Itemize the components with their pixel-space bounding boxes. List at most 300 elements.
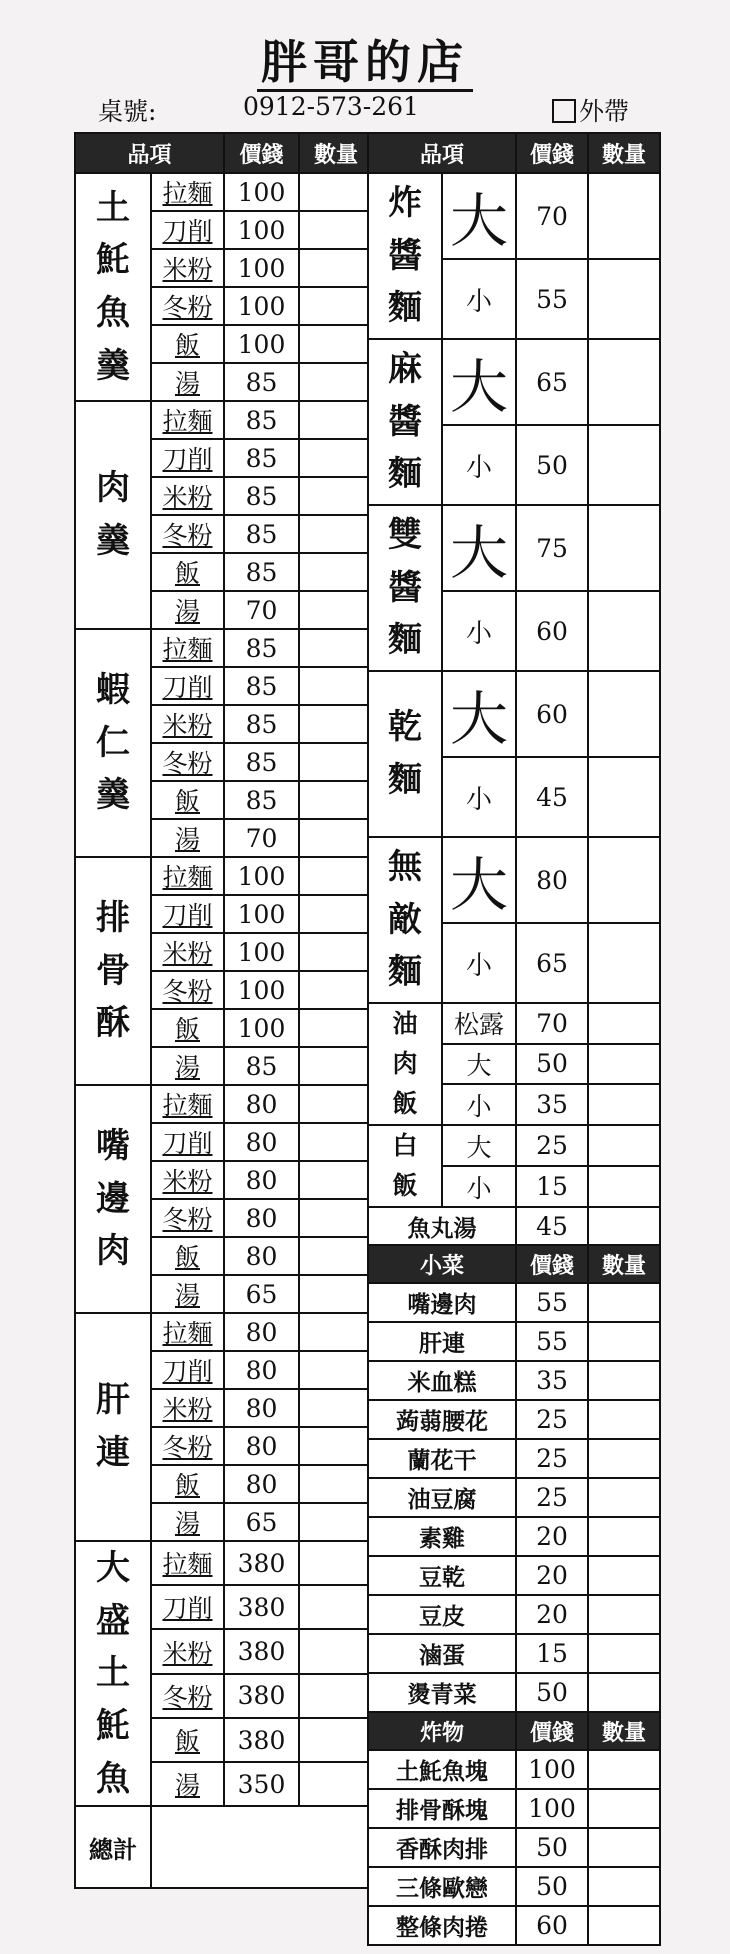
price-cell: 50: [516, 425, 588, 505]
quantity-cell[interactable]: [299, 1541, 373, 1585]
quantity-cell[interactable]: [588, 1044, 660, 1085]
quantity-cell[interactable]: [299, 743, 373, 781]
noodle-option: 拉麵: [151, 173, 224, 211]
price-cell: 55: [516, 1322, 588, 1361]
price-cell: 85: [224, 515, 299, 553]
quantity-cell[interactable]: [299, 1237, 373, 1275]
size-cell: 小: [442, 923, 516, 1003]
table-row: [368, 837, 660, 923]
side-dish-item-name: 油豆腐: [368, 1478, 516, 1517]
size-cell: 松露: [442, 1003, 516, 1044]
size-cell: 大: [442, 339, 516, 425]
price-cell: 65: [516, 339, 588, 425]
table-row: [368, 1906, 660, 1945]
quantity-cell[interactable]: [299, 781, 373, 819]
quantity-cell[interactable]: [299, 1718, 373, 1762]
noodle-option: 拉麵: [151, 857, 224, 895]
price-cell: 80: [224, 1237, 299, 1275]
price-cell: 85: [224, 667, 299, 705]
size-cell: 小: [442, 259, 516, 339]
header-item: 品項: [75, 133, 224, 173]
size-cell: 大: [442, 1044, 516, 1085]
table-row: [368, 505, 660, 591]
price-cell: 100: [224, 173, 299, 211]
price-cell: 85: [224, 363, 299, 401]
total-amount-cell[interactable]: [151, 1806, 373, 1888]
quantity-cell[interactable]: [299, 857, 373, 895]
quantity-cell[interactable]: [588, 1478, 660, 1517]
table-row: [368, 1789, 660, 1828]
noodle-option: 冬粉: [151, 1199, 224, 1237]
side-dish-item-name: 滷蛋: [368, 1634, 516, 1673]
noodle-option: 冬粉: [151, 1427, 224, 1465]
quantity-cell[interactable]: [588, 1084, 660, 1125]
noodle-option: 湯: [151, 363, 224, 401]
fried-dish-item-name: 香酥肉排: [368, 1828, 516, 1867]
table-row: [368, 173, 660, 259]
price-cell: 80: [224, 1351, 299, 1389]
table-row: [368, 1478, 660, 1517]
quantity-cell[interactable]: [588, 757, 660, 837]
header-qty: 數量: [588, 133, 660, 173]
price-cell: 80: [224, 1427, 299, 1465]
dish-group-name: [75, 857, 151, 1085]
table-row: [368, 1283, 660, 1322]
noodle-option: 拉麵: [151, 1313, 224, 1351]
price-cell: 70: [516, 1003, 588, 1044]
price-cell: 100: [224, 1009, 299, 1047]
table-row: [368, 1207, 660, 1245]
size-cell: 小: [442, 591, 516, 671]
price-cell: 100: [224, 211, 299, 249]
quantity-cell[interactable]: [299, 1762, 373, 1806]
quantity-cell[interactable]: [299, 1047, 373, 1085]
noodle-option: 冬粉: [151, 743, 224, 781]
quantity-cell[interactable]: [299, 1085, 373, 1123]
price-cell: 65: [224, 1503, 299, 1541]
dish-group-label: 嘴邊肉: [96, 1125, 130, 1272]
rice-name-label: 油肉飯: [392, 1009, 418, 1118]
table-row: [75, 629, 373, 667]
noodle-name: [368, 173, 442, 339]
size-cell: 大: [442, 671, 516, 757]
table-row: [368, 1750, 660, 1789]
noodle-option: 米粉: [151, 705, 224, 743]
noodle-option: 刀削: [151, 895, 224, 933]
noodle-option: 飯: [151, 781, 224, 819]
soup-name: 魚丸湯: [368, 1207, 516, 1245]
noodle-name: [368, 837, 442, 1003]
quantity-cell[interactable]: [299, 1161, 373, 1199]
rice-name: [368, 1125, 442, 1207]
total-row: [75, 1806, 373, 1888]
takeout-checkbox[interactable]: [552, 99, 576, 123]
quantity-cell[interactable]: [299, 1009, 373, 1047]
price-cell: 85: [224, 439, 299, 477]
dish-group-label: 肉羹: [96, 468, 130, 561]
price-cell: 80: [224, 1313, 299, 1351]
price-cell: 100: [224, 857, 299, 895]
noodle-option: 冬粉: [151, 515, 224, 553]
quantity-cell[interactable]: [299, 1427, 373, 1465]
quantity-cell[interactable]: [588, 671, 660, 757]
side-dish-item-name: 嘴邊肉: [368, 1283, 516, 1322]
quantity-cell[interactable]: [588, 837, 660, 923]
fried-dish-header-price: 價錢: [516, 1712, 588, 1750]
phone-number: 0912-573-261: [243, 92, 419, 121]
noodle-option: 拉麵: [151, 629, 224, 667]
price-cell: 50: [516, 1673, 588, 1712]
price-cell: 25: [516, 1125, 588, 1166]
noodle-option: 湯: [151, 819, 224, 857]
table-row: [75, 1085, 373, 1123]
fried-dish-item-name: 整條肉捲: [368, 1906, 516, 1945]
price-cell: 20: [516, 1595, 588, 1634]
table-row: [368, 1867, 660, 1906]
quantity-cell[interactable]: [299, 211, 373, 249]
price-cell: 20: [516, 1517, 588, 1556]
noodle-name: [368, 505, 442, 671]
side-dish-item-name: 米血糕: [368, 1361, 516, 1400]
price-cell: 100: [224, 325, 299, 363]
noodle-option: 湯: [151, 591, 224, 629]
dish-group-label: 肝連: [96, 1380, 130, 1473]
fried-dish-item-name: 排骨酥塊: [368, 1789, 516, 1828]
main-dish-table: [74, 132, 374, 1889]
side-dish-item-name: 豆乾: [368, 1556, 516, 1595]
quantity-cell[interactable]: [588, 1207, 660, 1245]
quantity-cell[interactable]: [588, 1867, 660, 1906]
price-cell: 380: [224, 1541, 299, 1585]
quantity-cell[interactable]: [299, 553, 373, 591]
dish-group-label: 蝦仁羹: [96, 669, 130, 816]
table-row: [368, 1556, 660, 1595]
price-cell: 100: [224, 933, 299, 971]
noodle-option: 飯: [151, 553, 224, 591]
table-row: [368, 1125, 660, 1166]
noodle-side-table: [367, 132, 661, 1946]
noodle-option: 飯: [151, 1718, 224, 1762]
price-cell: 100: [224, 287, 299, 325]
noodle-option: 刀削: [151, 211, 224, 249]
price-cell: 15: [516, 1166, 588, 1207]
price-cell: 80: [224, 1389, 299, 1427]
quantity-cell[interactable]: [299, 1503, 373, 1541]
price-cell: 65: [224, 1275, 299, 1313]
quantity-cell[interactable]: [588, 425, 660, 505]
left-header-row: [75, 133, 373, 173]
fried-dish-item-name: 三條歐戀: [368, 1867, 516, 1906]
quantity-cell[interactable]: [299, 705, 373, 743]
noodle-option: 冬粉: [151, 971, 224, 1009]
quantity-cell[interactable]: [588, 1634, 660, 1673]
price-cell: 35: [516, 1084, 588, 1125]
table-row: [368, 1322, 660, 1361]
noodle-option: 刀削: [151, 667, 224, 705]
noodle-option: 米粉: [151, 1629, 224, 1673]
quantity-cell[interactable]: [299, 1123, 373, 1161]
side-dish-item-name: 肝連: [368, 1322, 516, 1361]
quantity-cell[interactable]: [588, 259, 660, 339]
quantity-cell[interactable]: [299, 591, 373, 629]
size-cell: 小: [442, 757, 516, 837]
header-item: 品項: [368, 133, 516, 173]
noodle-option: 米粉: [151, 477, 224, 515]
side-dish-header-price: 價錢: [516, 1245, 588, 1283]
price-cell: 20: [516, 1556, 588, 1595]
dish-group-label: 排骨酥: [96, 897, 130, 1044]
quantity-cell[interactable]: [588, 1125, 660, 1166]
price-cell: 85: [224, 553, 299, 591]
noodle-option: 冬粉: [151, 287, 224, 325]
table-number-label: 桌號:: [98, 97, 157, 126]
quantity-cell[interactable]: [588, 1556, 660, 1595]
noodle-name: [368, 671, 442, 837]
price-cell: 65: [516, 923, 588, 1003]
price-cell: 100: [516, 1750, 588, 1789]
price-cell: 70: [224, 591, 299, 629]
price-cell: 70: [224, 819, 299, 857]
price-cell: 85: [224, 401, 299, 439]
table-row: [75, 857, 373, 895]
price-cell: 80: [224, 1465, 299, 1503]
dish-group-label: 大盛土魠魚: [96, 1548, 130, 1799]
price-cell: 50: [516, 1828, 588, 1867]
quantity-cell[interactable]: [299, 325, 373, 363]
noodle-option: 飯: [151, 325, 224, 363]
price-cell: 25: [516, 1478, 588, 1517]
quantity-cell[interactable]: [588, 1906, 660, 1945]
table-row: [368, 1673, 660, 1712]
right-header-row: [368, 133, 660, 173]
fried-dish-header-row: [368, 1712, 660, 1750]
size-cell: 小: [442, 1166, 516, 1207]
table-row: [75, 401, 373, 439]
price-cell: 55: [516, 1283, 588, 1322]
size-cell: 小: [442, 425, 516, 505]
header-price: 價錢: [224, 133, 299, 173]
price-cell: 70: [516, 173, 588, 259]
price-cell: 80: [224, 1161, 299, 1199]
quantity-cell[interactable]: [588, 1166, 660, 1207]
price-cell: 85: [224, 477, 299, 515]
price-cell: 80: [224, 1123, 299, 1161]
quantity-cell[interactable]: [299, 1275, 373, 1313]
price-cell: 50: [516, 1044, 588, 1085]
size-cell: 大: [442, 505, 516, 591]
quantity-cell[interactable]: [588, 1361, 660, 1400]
noodle-option: 刀削: [151, 439, 224, 477]
fried-dish-header-item: 炸物: [368, 1712, 516, 1750]
quantity-cell[interactable]: [588, 505, 660, 591]
dish-group-name: [75, 401, 151, 629]
quantity-cell[interactable]: [299, 515, 373, 553]
quantity-cell[interactable]: [299, 439, 373, 477]
price-cell: 380: [224, 1674, 299, 1718]
quantity-cell[interactable]: [299, 895, 373, 933]
price-cell: 60: [516, 671, 588, 757]
noodle-option: 米粉: [151, 1161, 224, 1199]
quantity-cell[interactable]: [588, 1400, 660, 1439]
quantity-cell[interactable]: [588, 173, 660, 259]
table-row: [368, 1595, 660, 1634]
noodle-option: 米粉: [151, 933, 224, 971]
quantity-cell[interactable]: [299, 287, 373, 325]
quantity-cell[interactable]: [588, 1673, 660, 1712]
price-cell: 85: [224, 705, 299, 743]
price-cell: 380: [224, 1629, 299, 1673]
price-cell: 350: [224, 1762, 299, 1806]
table-row: [368, 339, 660, 425]
quantity-cell[interactable]: [299, 971, 373, 1009]
price-cell: 45: [516, 757, 588, 837]
table-row: [368, 1517, 660, 1556]
size-cell: 大: [442, 1125, 516, 1166]
noodle-option: 米粉: [151, 1389, 224, 1427]
total-label: 總計: [75, 1806, 151, 1888]
fried-dish-header-qty: 數量: [588, 1712, 660, 1750]
dish-group-name: [75, 1541, 151, 1806]
price-cell: 85: [224, 743, 299, 781]
price-cell: 15: [516, 1634, 588, 1673]
noodle-option: 拉麵: [151, 1541, 224, 1585]
price-cell: 380: [224, 1718, 299, 1762]
price-cell: 80: [516, 837, 588, 923]
side-dish-item-name: 蒟蒻腰花: [368, 1400, 516, 1439]
side-dish-header-row: [368, 1245, 660, 1283]
dish-group-label: 土魠魚羹: [96, 187, 130, 386]
table-row: [368, 1828, 660, 1867]
side-dish-item-name: 豆皮: [368, 1595, 516, 1634]
side-dish-item-name: 蘭花干: [368, 1439, 516, 1478]
noodle-option: 飯: [151, 1237, 224, 1275]
noodle-name-label: 麻醬麵: [388, 348, 422, 495]
price-cell: 100: [224, 971, 299, 1009]
quantity-cell[interactable]: [299, 1389, 373, 1427]
noodle-name-label: 雙醬麵: [388, 514, 422, 661]
takeout-option[interactable]: [552, 92, 629, 128]
noodle-option: 湯: [151, 1762, 224, 1806]
price-cell: 60: [516, 591, 588, 671]
price-cell: 380: [224, 1585, 299, 1629]
quantity-cell[interactable]: [588, 1789, 660, 1828]
quantity-cell[interactable]: [299, 1629, 373, 1673]
table-row: [75, 173, 373, 211]
table-row: [368, 671, 660, 757]
quantity-cell[interactable]: [299, 401, 373, 439]
price-cell: 100: [224, 249, 299, 287]
price-cell: 25: [516, 1439, 588, 1478]
quantity-cell[interactable]: [588, 1322, 660, 1361]
noodle-option: 米粉: [151, 249, 224, 287]
table-row: [368, 1439, 660, 1478]
noodle-option: 湯: [151, 1275, 224, 1313]
quantity-cell[interactable]: [299, 173, 373, 211]
table-row: [368, 1400, 660, 1439]
price-cell: 45: [516, 1207, 588, 1245]
quantity-cell[interactable]: [588, 1595, 660, 1634]
price-cell: 100: [516, 1789, 588, 1828]
size-cell: 小: [442, 1084, 516, 1125]
price-cell: 85: [224, 781, 299, 819]
price-cell: 55: [516, 259, 588, 339]
size-cell: 大: [442, 173, 516, 259]
noodle-option: 刀削: [151, 1351, 224, 1389]
table-row: [368, 1361, 660, 1400]
noodle-name: [368, 339, 442, 505]
quantity-cell[interactable]: [588, 1439, 660, 1478]
table-row: [75, 1541, 373, 1585]
quantity-cell[interactable]: [588, 1750, 660, 1789]
side-dish-item-name: 素雞: [368, 1517, 516, 1556]
noodle-option: 湯: [151, 1047, 224, 1085]
quantity-cell[interactable]: [299, 933, 373, 971]
price-cell: 60: [516, 1906, 588, 1945]
table-row: [368, 1003, 660, 1044]
quantity-cell[interactable]: [299, 667, 373, 705]
noodle-option: 冬粉: [151, 1674, 224, 1718]
rice-name-label: 白飯: [392, 1131, 418, 1200]
quantity-cell[interactable]: [588, 339, 660, 425]
fried-dish-item-name: 土魠魚塊: [368, 1750, 516, 1789]
dish-group-name: [75, 629, 151, 857]
price-cell: 75: [516, 505, 588, 591]
quantity-cell[interactable]: [299, 249, 373, 287]
quantity-cell[interactable]: [299, 1199, 373, 1237]
header-qty: 數量: [299, 133, 373, 173]
price-cell: 100: [224, 895, 299, 933]
shop-title: 胖哥的店: [0, 26, 730, 92]
price-cell: 35: [516, 1361, 588, 1400]
quantity-cell[interactable]: [299, 363, 373, 401]
noodle-name-label: 無敵麵: [388, 846, 422, 993]
quantity-cell[interactable]: [299, 1313, 373, 1351]
quantity-cell[interactable]: [588, 1003, 660, 1044]
noodle-option: 刀削: [151, 1585, 224, 1629]
quantity-cell[interactable]: [588, 1828, 660, 1867]
quantity-cell[interactable]: [299, 629, 373, 667]
noodle-option: 刀削: [151, 1123, 224, 1161]
table-row: [368, 1634, 660, 1673]
noodle-option: 拉麵: [151, 1085, 224, 1123]
quantity-cell[interactable]: [299, 1465, 373, 1503]
side-dish-item-name: 燙青菜: [368, 1673, 516, 1712]
quantity-cell[interactable]: [299, 1674, 373, 1718]
noodle-name-label: 乾麵: [388, 707, 422, 800]
noodle-option: 飯: [151, 1009, 224, 1047]
size-cell: 大: [442, 837, 516, 923]
quantity-cell[interactable]: [588, 1517, 660, 1556]
header-price: 價錢: [516, 133, 588, 173]
quantity-cell[interactable]: [299, 1351, 373, 1389]
noodle-name-label: 炸醬麵: [388, 182, 422, 329]
noodle-option: 飯: [151, 1465, 224, 1503]
dish-group-name: [75, 173, 151, 401]
dish-group-name: [75, 1313, 151, 1541]
table-row: [75, 1313, 373, 1351]
quantity-cell[interactable]: [588, 1283, 660, 1322]
quantity-cell[interactable]: [299, 1585, 373, 1629]
quantity-cell[interactable]: [299, 819, 373, 857]
noodle-option: 湯: [151, 1503, 224, 1541]
side-dish-header-qty: 數量: [588, 1245, 660, 1283]
price-cell: 85: [224, 629, 299, 667]
quantity-cell[interactable]: [588, 591, 660, 671]
price-cell: 80: [224, 1085, 299, 1123]
quantity-cell[interactable]: [299, 477, 373, 515]
quantity-cell[interactable]: [588, 923, 660, 1003]
noodle-option: 拉麵: [151, 401, 224, 439]
